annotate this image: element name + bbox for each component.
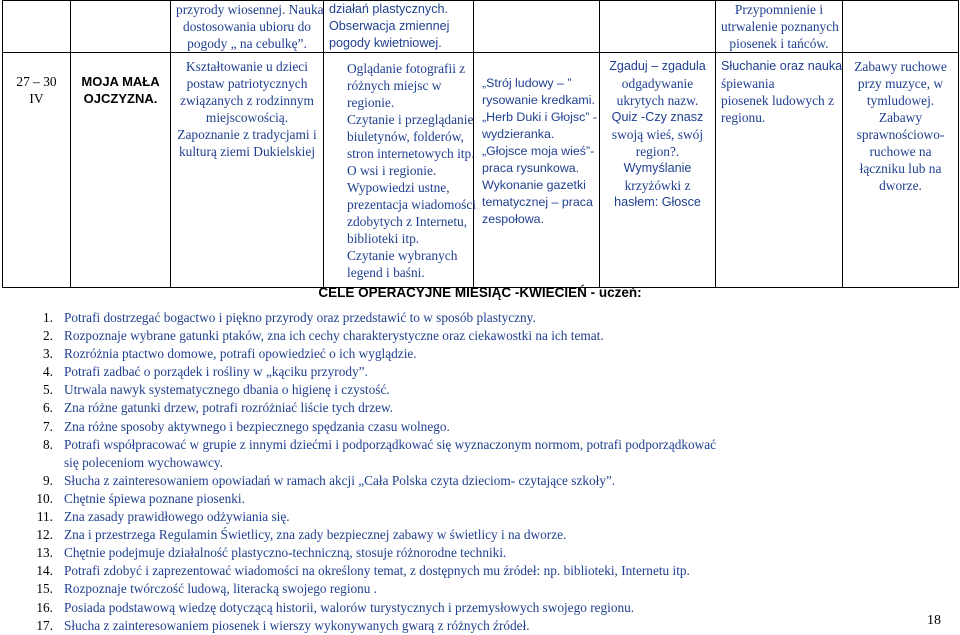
goal-text: Potrafi współpracować w grupie z innymi dziećmi i podporządkować się wyznaczonym normom, potrafi podporządkować bbox=[64, 436, 717, 452]
goal-text: Utrwala nawyk systematycznego dbania o higienę i czystość. bbox=[64, 382, 390, 398]
goal-number: 8. bbox=[43, 436, 53, 452]
goal-number: 10. bbox=[36, 490, 53, 506]
cell-text: różnych miejsc w bbox=[347, 78, 442, 93]
cell-text: postaw patriotycznych bbox=[186, 76, 308, 91]
cell-text: Wymyślanie bbox=[623, 161, 692, 175]
cell-text: Zgaduj – zgadula bbox=[609, 59, 706, 73]
cell-goals bbox=[171, 53, 324, 288]
goal-text: Posiada podstawową wiedzę dotyczącą historii, walorów turystycznych i przemysłowych swojego regionu. bbox=[64, 599, 635, 615]
cell-movement bbox=[843, 53, 959, 288]
goal-item bbox=[18, 526, 716, 544]
cell-text: piosenek ludowych z bbox=[721, 93, 835, 108]
cell-movement-top bbox=[843, 1, 959, 53]
cell-text: Quiz -Czy znasz bbox=[611, 110, 704, 124]
goal-number: 5. bbox=[43, 382, 53, 398]
cell-text: regionu. bbox=[721, 110, 766, 125]
goal-number: 12. bbox=[36, 527, 53, 543]
cell-text: Czytanie wybranych bbox=[347, 248, 458, 263]
cell-text: zespołowa. bbox=[482, 212, 544, 226]
cell-text: Zapoznanie z tradycjami i bbox=[177, 127, 317, 142]
cell-text: działań plastycznych. bbox=[329, 2, 449, 16]
goal-number: 11. bbox=[36, 509, 53, 525]
cell-text: związanych z rodzinnym bbox=[180, 93, 314, 108]
goal-number: 1. bbox=[43, 310, 53, 325]
cell-text: regionie. bbox=[347, 95, 395, 110]
goal-text: Rozróżnia ptactwo domowe, potrafi opowiedzieć o ich wyglądzie. bbox=[64, 346, 417, 362]
goal-text: Słucha z zainteresowaniem opowiadań w ramach akcji „Cała Polska czyta dzieciom- czytające szkoły”. bbox=[64, 472, 616, 488]
table-row bbox=[3, 1, 959, 53]
cell-text: piosenek i tańców. bbox=[729, 36, 829, 51]
goal-number: 4. bbox=[43, 364, 53, 380]
cell-text: „Herb Duki i Głojsc” - bbox=[482, 110, 597, 124]
goal-text: Potrafi zdobyć i zaprezentować wiadomości na określony temat, z dostępnych mu źródeł: np. biblioteki, Internetu itp. bbox=[64, 563, 690, 579]
goal-number: 14. bbox=[36, 563, 53, 579]
goal-text: Potrafi zadbać o porządek i rośliny w „kąciku przyrody”. bbox=[64, 364, 368, 380]
goal-number: 16. bbox=[36, 599, 53, 615]
week-title: MOJA MAŁA bbox=[81, 74, 160, 89]
goal-item bbox=[18, 309, 716, 327]
cell-text: ruchowe na bbox=[869, 144, 932, 159]
goal-text: Słucha z zainteresowaniem piosenek i wierszy wykonywanych gwarą z różnych źródeł. bbox=[64, 617, 530, 633]
cell-text: pogody kwietniowej. bbox=[329, 36, 442, 50]
goal-text-continued: się poleceniom wychowawcy. bbox=[64, 454, 224, 470]
cell-text: Wykonanie gazetki bbox=[482, 178, 586, 192]
goal-text: Rozpoznaje wybrane gatunki ptaków, zna ich cechy charakterystyczne oraz ciekawostki na ich temat. bbox=[64, 328, 604, 344]
table-row bbox=[3, 53, 959, 288]
plan-table bbox=[2, 0, 959, 288]
cell-text: O wsi i regionie. bbox=[347, 163, 437, 178]
goal-text: Rozpoznaje twórczość ludową, literacką swojego regionu . bbox=[64, 581, 378, 597]
cell-music-top bbox=[716, 1, 843, 53]
cell-text: biblioteki itp. bbox=[347, 231, 420, 246]
goal-number: 13. bbox=[36, 545, 53, 561]
cell-text: Zabawy bbox=[878, 110, 923, 125]
cell-text: dworze. bbox=[879, 178, 922, 193]
goals-list bbox=[18, 309, 716, 635]
cell-text: przy muzyce, w bbox=[857, 76, 944, 91]
goal-item bbox=[18, 490, 716, 508]
cell-text: Obserwacja zmiennej bbox=[329, 19, 450, 33]
cell-art-top bbox=[474, 1, 600, 53]
cell-title-top bbox=[71, 1, 171, 53]
cell-goals-top bbox=[171, 1, 324, 53]
goal-text: Zna różne sposoby aktywnego i bezpiecznego spędzania czasu wolnego. bbox=[64, 418, 450, 434]
cell-text: wydzieranka. bbox=[482, 127, 555, 141]
goal-item bbox=[18, 327, 716, 345]
goal-item bbox=[18, 617, 716, 635]
goal-item bbox=[18, 472, 716, 490]
goal-item bbox=[18, 599, 716, 617]
cell-text: sprawnościowo- bbox=[856, 127, 945, 142]
goal-text: Zna zasady prawidłowego odżywiania się. bbox=[64, 509, 290, 525]
cell-text: łączniku lub na bbox=[859, 161, 942, 176]
goal-number: 9. bbox=[43, 472, 53, 488]
cell-text: „Głojsce moja wieś”- bbox=[482, 144, 595, 158]
cell-games bbox=[600, 53, 716, 288]
goals-heading: CELE OPERACYJNE MIESIĄC -KWIECIEŃ - uczeń: bbox=[318, 285, 642, 300]
goal-item bbox=[18, 508, 716, 526]
cell-text: Wypowiedzi ustne, bbox=[347, 180, 450, 195]
cell-text: region?. bbox=[635, 144, 680, 159]
goal-number: 6. bbox=[43, 400, 53, 416]
week-title: OJCZYZNA. bbox=[83, 91, 158, 106]
cell-text: prezentacja wiadomości bbox=[347, 197, 477, 212]
goal-item bbox=[18, 544, 716, 562]
cell-activities bbox=[324, 53, 477, 288]
cell-text: utrwalenie poznanych bbox=[721, 19, 839, 34]
cell-text: tematycznej – praca bbox=[482, 195, 593, 209]
cell-text: kulturą ziemi Dukielskiej bbox=[178, 144, 316, 159]
goal-number: 17. bbox=[36, 617, 53, 633]
goal-text: Zna i przestrzega Regulamin Świetlicy, zna zady bezpiecznej zabawy w świetlicy i na dworze. bbox=[64, 527, 567, 543]
cell-text: dostosowania ubioru do bbox=[183, 19, 311, 34]
goal-text: Potrafi dostrzegać bogactwo i piękno przyrody oraz przedstawić to w sposób plastyczny. bbox=[64, 310, 536, 325]
cell-text: Przypomnienie i bbox=[734, 2, 824, 17]
cell-text: Kształtowanie u dzieci bbox=[186, 59, 308, 74]
cell-text: biuletynów, folderów, bbox=[347, 129, 464, 144]
cell-text: rysowanie kredkami. bbox=[482, 93, 595, 107]
cell-text: przyrody wiosennej. Nauka bbox=[176, 2, 324, 17]
cell-text: stron internetowych itp. bbox=[347, 146, 475, 161]
goal-number: 7. bbox=[43, 418, 53, 434]
week-month: IV bbox=[29, 91, 44, 106]
goal-number: 3. bbox=[43, 346, 53, 362]
week-dates: 27 – 30 bbox=[16, 74, 57, 89]
goal-item bbox=[18, 381, 716, 399]
cell-text: tymludowej. bbox=[866, 93, 935, 108]
cell-text: zdobytych z Internetu, bbox=[347, 214, 468, 229]
cell-week-title bbox=[71, 53, 171, 288]
cell-text: Czytanie i przeglądanie bbox=[347, 112, 474, 127]
cell-text: Zabawy ruchowe bbox=[854, 59, 947, 74]
cell-text: hasłem: Głosce bbox=[614, 195, 701, 209]
cell-text: praca rysunkowa. bbox=[482, 161, 580, 175]
cell-text: legend i baśni. bbox=[347, 265, 425, 280]
goal-item bbox=[18, 345, 716, 363]
goal-item bbox=[18, 363, 716, 381]
cell-text: odgadywanie bbox=[621, 76, 694, 91]
cell-text: swoją wieś, swój bbox=[611, 127, 704, 142]
goal-item bbox=[18, 580, 716, 598]
cell-text: Oglądanie fotografii z bbox=[347, 61, 466, 76]
cell-dates-top bbox=[3, 1, 71, 53]
goal-text: Chętnie podejmuje działalność plastyczno-techniczną, stosuje różnorodne techniki. bbox=[64, 545, 507, 561]
cell-games-top bbox=[600, 1, 716, 53]
cell-text: „Strój ludowy – ” bbox=[482, 76, 572, 90]
cell-art bbox=[474, 53, 600, 288]
goal-item bbox=[18, 418, 716, 436]
goal-item bbox=[18, 436, 716, 472]
cell-text: śpiewania bbox=[721, 76, 775, 91]
goal-text: Chętnie śpiewa poznane piosenki. bbox=[64, 490, 245, 506]
cell-activities-top bbox=[324, 1, 474, 53]
cell-text: krzyżówki z bbox=[624, 178, 691, 193]
cell-text: miejscowością. bbox=[205, 110, 289, 125]
cell-music bbox=[716, 53, 843, 288]
goal-number: 2. bbox=[43, 328, 53, 344]
goal-number: 15. bbox=[36, 581, 53, 597]
cell-dates bbox=[3, 53, 71, 288]
goal-item bbox=[18, 399, 716, 417]
cell-text: Słuchanie oraz nauka bbox=[721, 59, 843, 73]
cell-text: ukrytych nazw. bbox=[616, 93, 699, 108]
cell-text: pogody „ na cebulkę”. bbox=[187, 36, 307, 51]
goal-text: Zna różne gatunki drzew, potrafi rozróżniać liście tych drzew. bbox=[64, 400, 394, 416]
page-number: 18 bbox=[927, 613, 941, 628]
goal-item bbox=[18, 562, 716, 580]
